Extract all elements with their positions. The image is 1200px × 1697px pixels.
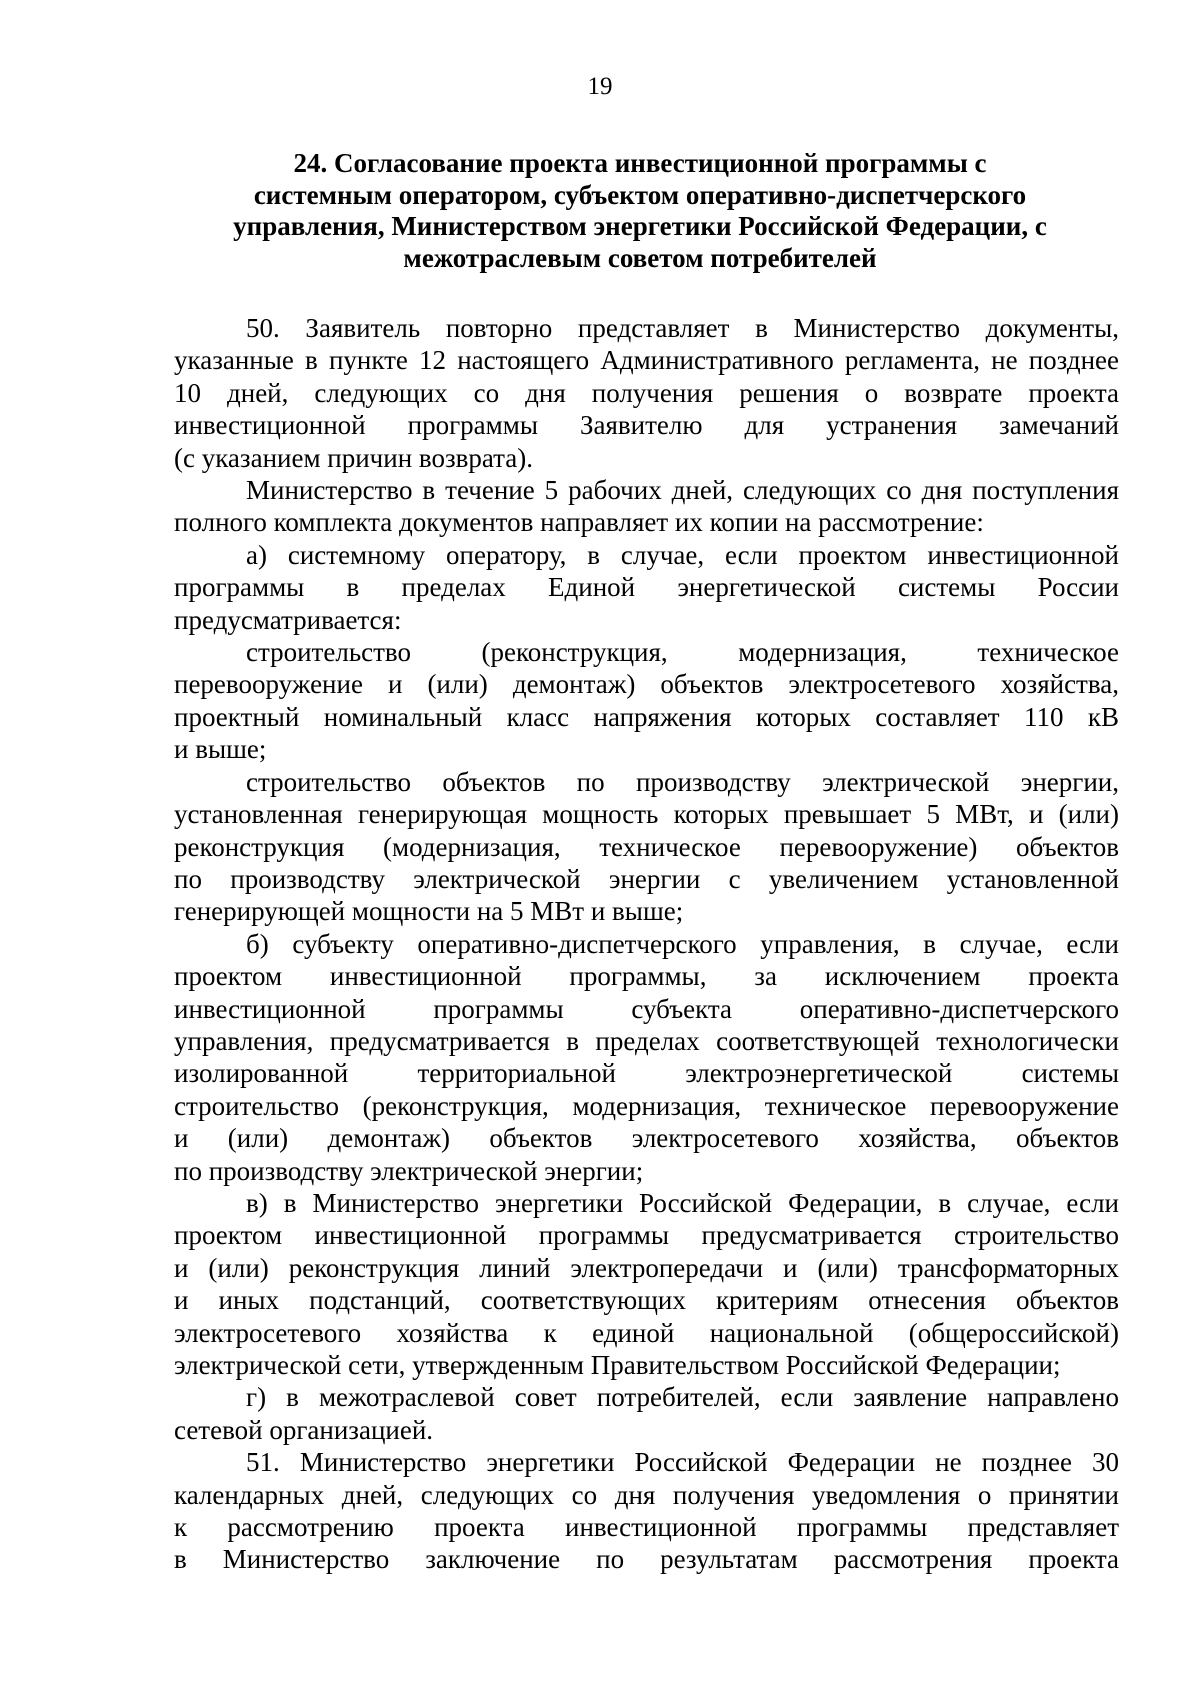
paragraph	[174, 1381, 1119, 1446]
text-line: г) в межотраслевой совет потребителей, если заявление направлено	[246, 1382, 1119, 1413]
text-line: генерирующей мощности на 5 МВт и выше;	[174, 896, 684, 927]
text-line: проектом инвестиционной программы предусматривается строительство	[174, 1220, 1119, 1251]
paragraph	[174, 474, 1119, 539]
section-title-line: 24. Согласование проекта инвестиционной программы с	[293, 148, 987, 178]
text-line: в Министерство заключение по результатам рассмотрения проекта	[174, 1544, 1119, 1575]
text-line: управления, предусматривается в пределах соответствующей технологически	[174, 1025, 1119, 1056]
text-line: реконструкция (модернизация, техническое перевооружение) объектов	[174, 831, 1119, 862]
text-line: предусматривается:	[174, 604, 402, 635]
document-body	[174, 312, 1119, 1576]
page-number: 19	[587, 73, 613, 100]
text-line: 10 дней, следующих со дня получения решения о возврате проекта	[174, 377, 1119, 408]
text-line: проектом инвестиционной программы, за исключением проекта	[174, 961, 1119, 992]
text-line: и выше;	[174, 734, 267, 765]
text-line: инвестиционной программы субъекта оперативно-диспетчерского	[174, 993, 1119, 1024]
text-line: инвестиционной программы Заявителю для устранения замечаний	[174, 410, 1119, 441]
section-title-line: межотраслевым советом потребителей	[403, 242, 877, 273]
text-line: и иных подстанций, соответствующих критериям отнесения объектов	[174, 1285, 1119, 1316]
text-line: проектный номинальный класс напряжения которых составляет 110 кВ	[174, 701, 1119, 732]
section-title-line: системным оператором, субъектом оперативно-диспетчерского	[253, 179, 1027, 210]
text-line: по производству электрической энергии;	[174, 1155, 644, 1186]
paragraph	[174, 636, 1119, 766]
paragraph	[174, 928, 1119, 1187]
text-line: 51. Министерство энергетики Российской Федерации не позднее 30	[246, 1447, 1119, 1478]
section-title-line: управления, Министерством энергетики Российской Федерации, с	[233, 211, 1047, 241]
paragraph	[174, 1187, 1119, 1381]
text-line: б) субъекту оперативно-диспетчерского управления, в случае, если	[246, 928, 1119, 959]
text-line: перевооружение и (или) демонтаж) объектов электросетевого хозяйства,	[174, 669, 1119, 700]
text-line: установленная генерирующая мощность которых превышает 5 МВт, и (или)	[174, 799, 1119, 830]
text-line: 50. Заявитель повторно представляет в Министерство документы,	[246, 313, 1119, 343]
text-line: и (или) реконструкция линий электропередачи и (или) трансформаторных	[174, 1252, 1119, 1283]
text-line: строительство (реконструкция, модернизация, техническое перевооружение	[174, 1090, 1119, 1121]
paragraph	[174, 766, 1119, 928]
text-line: и (или) демонтаж) объектов электросетевого хозяйства, объектов	[174, 1123, 1119, 1154]
text-line: указанные в пункте 12 настоящего Административного регламента, не позднее	[174, 345, 1119, 376]
text-line: к рассмотрению проекта инвестиционной программы представляет	[174, 1512, 1119, 1543]
text-line: электросетевого хозяйства к единой национальной (общероссийской)	[174, 1317, 1119, 1348]
paragraph	[174, 312, 1119, 474]
text-line: полного комплекта документов направляет их копии на рассмотрение:	[174, 507, 984, 538]
text-line: по производству электрической энергии с увеличением установленной	[174, 863, 1119, 894]
text-line: (с указанием причин возврата).	[174, 442, 534, 473]
paragraph	[174, 1446, 1119, 1576]
text-line: строительство (реконструкция, модернизация, техническое	[246, 637, 1119, 668]
text-line: календарных дней, следующих со дня получения уведомления о принятии	[174, 1479, 1119, 1510]
text-line: Министерство в течение 5 рабочих дней, следующих со дня поступления	[246, 475, 1119, 506]
text-line: строительство объектов по производству электрической энергии,	[246, 766, 1119, 797]
text-line: сетевой организацией.	[174, 1414, 434, 1445]
section-title	[160, 148, 1120, 274]
text-line: в) в Министерство энергетики Российской Федерации, в случае, если	[246, 1187, 1119, 1218]
text-line: электрической сети, утвержденным Правительством Российской Федерации;	[174, 1350, 1061, 1380]
text-line: а) системному оператору, в случае, если проектом инвестиционной	[246, 539, 1119, 570]
text-line: программы в пределах Единой энергетической системы России	[174, 572, 1119, 603]
text-line: изолированной территориальной электроэнергетической системы	[174, 1058, 1119, 1089]
paragraph	[174, 539, 1119, 636]
